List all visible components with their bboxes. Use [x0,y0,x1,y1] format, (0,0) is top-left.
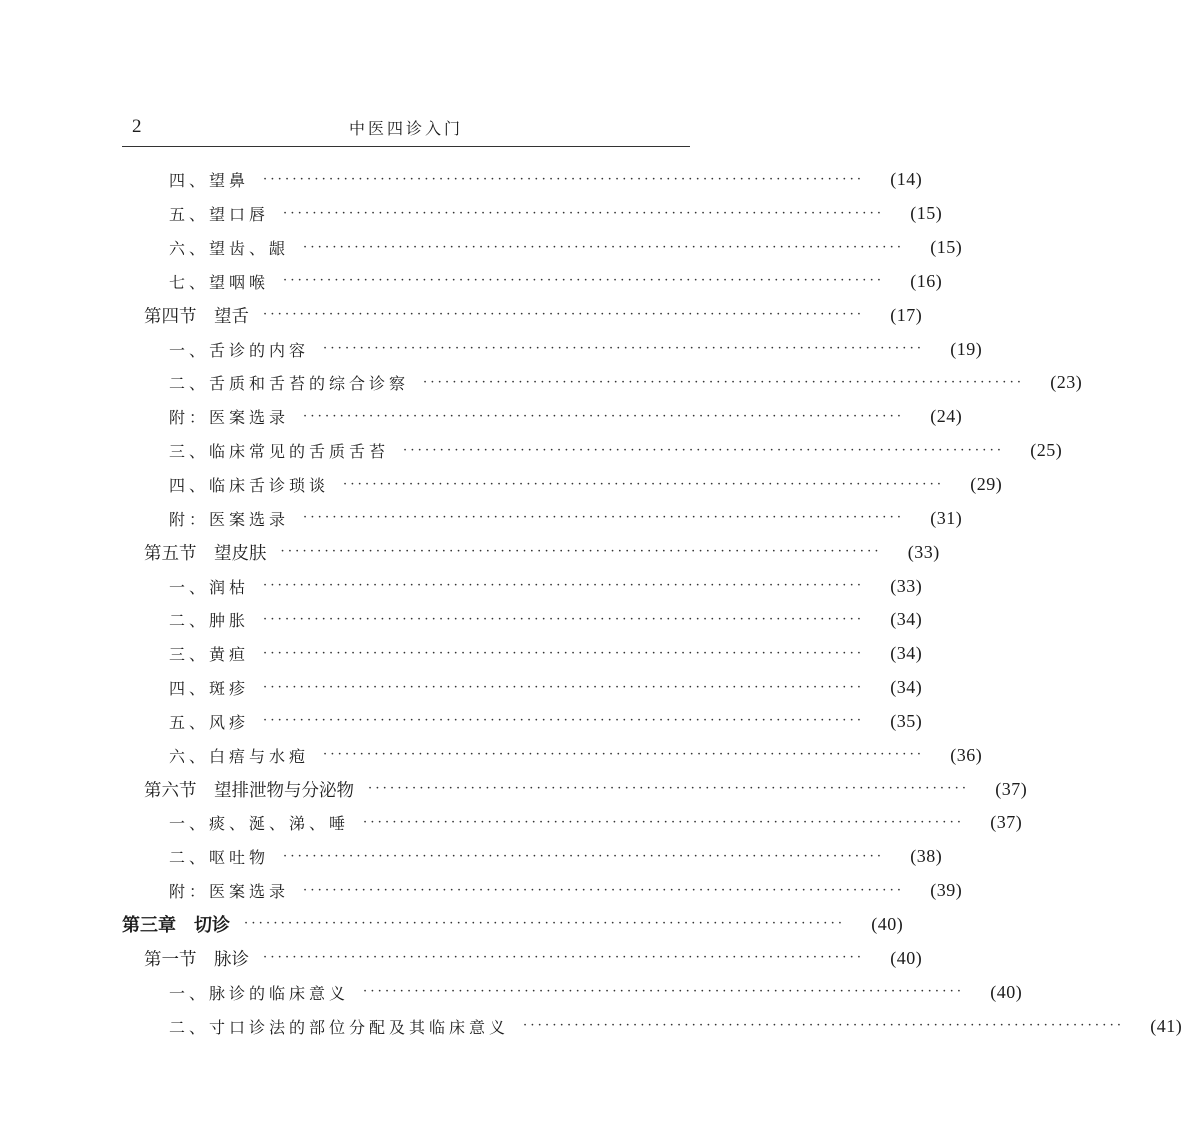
toc-entry-page-number: (40) [871,913,904,934]
toc-entry-title: 一、痰、涎、涕、唾 [169,814,350,834]
toc-entry-title: 第六节 望排泄物与分泌物 [144,780,354,801]
dot-leader: ·················································································· [303,510,905,526]
dot-leader: ·················································································· [403,442,1005,458]
toc-entry-page-number: (34) [890,609,923,630]
toc-subsection-entry[interactable] [122,197,943,231]
toc-subsection-entry[interactable] [122,231,963,265]
toc-subsection-entry[interactable] [122,840,943,874]
toc-entry-page-number: (40) [990,981,1023,1002]
dot-leader: ·················································································· [323,747,925,763]
toc-section-entry[interactable] [122,941,923,975]
toc-entry-page-number: (33) [907,541,940,562]
toc-subsection-entry[interactable] [122,874,963,908]
toc-subsection-entry[interactable] [122,637,923,671]
dot-leader: ·················································································· [283,205,885,221]
toc-subsection-entry[interactable] [122,163,923,197]
toc-entry-title: 附：医案选录 [169,882,290,902]
toc-entry-page-number: (34) [890,643,923,664]
toc-entry-title: 六、白痦与水疱 [169,746,310,766]
toc-section-entry[interactable] [122,298,923,332]
toc-subsection-entry[interactable] [122,434,1063,468]
running-title: 中医四诊入门 [348,119,463,138]
dot-leader: ·················································································· [363,984,965,1000]
toc-subsection-entry[interactable] [122,366,1083,400]
toc-entry-page-number: (35) [890,710,923,731]
toc-entry-page-number: (15) [930,237,963,258]
toc-entry-page-number: (19) [950,338,983,359]
toc-section-entry[interactable] [122,535,940,569]
dot-leader: ·················································································· [323,341,925,357]
toc-entry-title: 五、风疹 [169,712,250,732]
toc-entry-page-number: (25) [1030,440,1063,461]
dot-leader: ·················································································· [303,408,905,424]
dot-leader: ·················································································· [423,374,1025,390]
toc-entry-title: 四、临床舌诊琐谈 [169,476,330,496]
toc-subsection-entry[interactable] [122,400,963,434]
toc-subsection-entry[interactable] [122,569,923,603]
toc-entry-title: 二、舌质和舌苔的综合诊察 [169,374,410,394]
page-header [122,110,690,147]
dot-leader: ·················································································· [283,848,885,864]
toc-entry-page-number: (24) [930,406,963,427]
toc-entry-title: 三、临床常见的舌质舌苔 [169,442,390,462]
toc-subsection-entry[interactable] [122,501,963,535]
toc-entry-page-number: (15) [910,203,943,224]
dot-leader: ·················································································· [368,781,970,797]
dot-leader: ·················································································· [244,916,846,932]
toc-entry-title: 三、黄疸 [169,645,250,665]
dot-leader: ·················································································· [263,307,865,323]
toc-subsection-entry[interactable] [122,705,923,739]
toc-entry-title: 附：医案选录 [169,408,290,428]
toc-entry-title: 第三章 切诊 [122,915,230,937]
toc-subsection-entry[interactable] [122,975,1023,1009]
toc-entry-page-number: (31) [930,507,963,528]
toc-entry-title: 一、脉诊的临床意义 [169,983,350,1003]
dot-leader: ·················································································· [523,1018,1125,1034]
dot-leader: ·················································································· [363,814,965,830]
toc-entry-title: 四、望鼻 [169,171,250,191]
toc-entry-title: 第五节 望皮肤 [144,543,267,564]
table-of-contents [122,163,1182,1043]
toc-entry-title: 二、呕吐物 [169,848,270,868]
toc-entry-title: 第一节 脉诊 [144,949,249,970]
toc-subsection-entry[interactable] [122,806,1023,840]
toc-subsection-entry[interactable] [122,603,923,637]
toc-subsection-entry[interactable] [122,332,983,366]
toc-entry-page-number: (17) [890,304,923,325]
toc-entry-page-number: (37) [990,812,1023,833]
toc-entry-page-number: (33) [890,575,923,596]
toc-subsection-entry[interactable] [122,671,923,705]
toc-entry-page-number: (34) [890,677,923,698]
dot-leader: ·················································································· [303,239,905,255]
toc-entry-page-number: (37) [995,778,1028,799]
toc-section-entry[interactable] [122,772,1028,806]
toc-subsection-entry[interactable] [122,1009,1182,1043]
dot-leader: ·················································································· [343,476,945,492]
dot-leader: ·················································································· [263,578,865,594]
toc-entry-title: 四、斑疹 [169,679,250,699]
toc-entry-title: 六、望齿、龈 [169,239,290,259]
dot-leader: ·················································································· [263,950,865,966]
dot-leader: ·················································································· [263,713,865,729]
toc-chapter-entry[interactable] [122,908,904,942]
toc-entry-title: 一、舌诊的内容 [169,340,310,360]
dot-leader: ·················································································· [263,679,865,695]
toc-entry-title: 七、望咽喉 [169,272,270,292]
page-number: 2 [132,116,142,137]
toc-entry-page-number: (39) [930,880,963,901]
toc-entry-page-number: (36) [950,744,983,765]
toc-entry-title: 五、望口唇 [169,205,270,225]
toc-subsection-entry[interactable] [122,468,1003,502]
dot-leader: ·················································································· [303,882,905,898]
toc-entry-page-number: (16) [910,270,943,291]
toc-subsection-entry[interactable] [122,738,983,772]
dot-leader: ·················································································· [263,645,865,661]
toc-entry-page-number: (38) [910,846,943,867]
toc-entry-page-number: (29) [970,474,1003,495]
toc-entry-page-number: (23) [1050,372,1083,393]
dot-leader: ·················································································· [263,171,865,187]
toc-entry-title: 二、肿胀 [169,611,250,631]
toc-entry-title: 第四节 望舌 [144,306,249,327]
dot-leader: ·················································································· [263,611,865,627]
toc-entry-title: 二、寸口诊法的部位分配及其临床意义 [169,1017,510,1037]
toc-subsection-entry[interactable] [122,265,943,299]
toc-entry-title: 一、润枯 [169,577,250,597]
toc-entry-title: 附：医案选录 [169,509,290,529]
toc-entry-page-number: (41) [1150,1015,1182,1036]
toc-entry-page-number: (40) [890,947,923,968]
toc-entry-page-number: (14) [890,169,923,190]
dot-leader: ·················································································· [280,544,882,560]
dot-leader: ·················································································· [283,273,885,289]
